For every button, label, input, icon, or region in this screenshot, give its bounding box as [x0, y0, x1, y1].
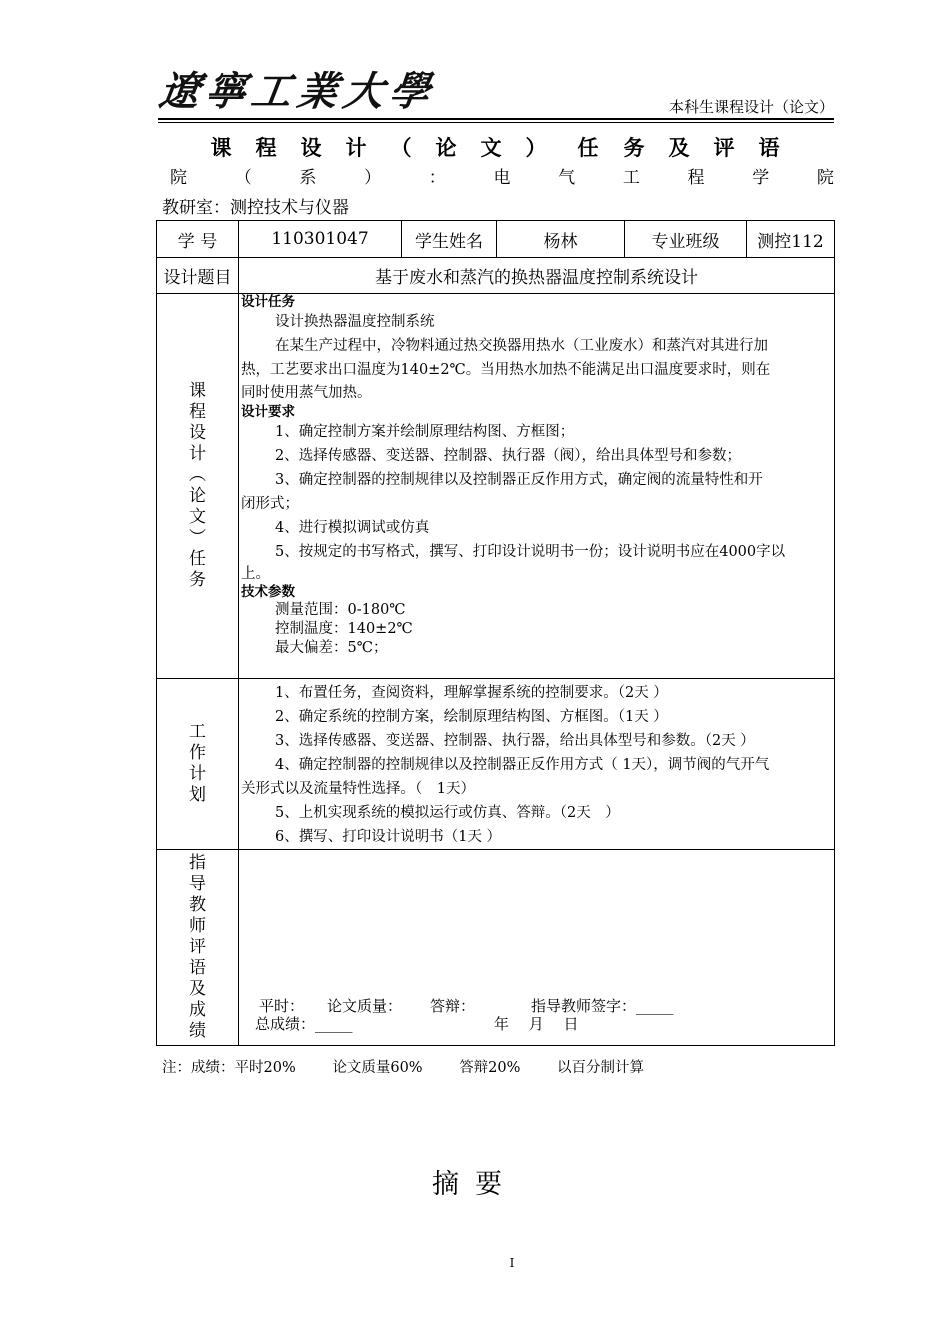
department-char: 电 [493, 168, 511, 188]
title-char: 语 [758, 135, 782, 160]
department-line [170, 163, 834, 188]
vertical-label-char: 作 [189, 743, 206, 763]
vertical-label-char: 程 [189, 402, 206, 422]
page-title [158, 132, 834, 162]
vertical-label-char: 教 [189, 895, 206, 915]
header-rule-thin [158, 122, 834, 123]
parameter-item: 最大偏差：5℃； [275, 640, 388, 656]
assignment-table [156, 220, 835, 1046]
comment-content [239, 850, 835, 1046]
class-value: 测控112 [747, 221, 835, 258]
requirement-item: 5、按规定的书写格式，撰写、打印设计说明书一份；设计说明书应在4000字以 [275, 544, 786, 560]
vertical-label-char: 论 [189, 486, 206, 506]
task-content [239, 294, 835, 679]
plan-item: 3、选择传感器、变送器、控制器、执行器，给出具体型号和参数。（2天 ） [275, 733, 755, 749]
title-char: 及 [668, 135, 692, 160]
vertical-label-char: 成 [189, 1000, 206, 1020]
plan-item: 6、撰写、打印设计说明书（1天 ） [275, 829, 502, 845]
parameter-item: 控制温度：140±2℃ [275, 621, 413, 637]
title-char: ） [525, 135, 549, 160]
task-line: 热，工艺要求出口温度为140±2℃。当用热水加热不能满足出口温度要求时，则在 [241, 362, 771, 378]
department-char: （ [234, 168, 252, 188]
title-char: 程 [255, 135, 279, 160]
header-rule-thick [158, 118, 834, 120]
parameter-item: 测量范围：0-180℃ [275, 602, 406, 618]
plan-item: 4、确定控制器的控制规律以及控制器正反作用方式（ 1天），调节阀的气开气 [275, 757, 770, 773]
paper-quality-label: 论文质量： [327, 997, 403, 1015]
vertical-label-char: ︵ [189, 465, 206, 485]
plan-item: 1、布置任务，查阅资料，理解掌握系统的控制要求。（2天 ） [275, 685, 668, 701]
date-field: 年 月 日 [494, 1015, 579, 1033]
topic-label: 设计题目 [157, 258, 239, 294]
plan-item: 5、上机实现系统的模拟运行或仿真、答辩。（2天 ） [275, 805, 620, 821]
department-char: 气 [558, 168, 576, 188]
vertical-label-char: 任 [189, 549, 206, 569]
title-char: 课 [210, 135, 234, 160]
note-defense: 答辩20% [459, 1060, 521, 1076]
grading-note [162, 1056, 672, 1077]
title-char: 评 [713, 135, 737, 160]
note-usual: 注：成绩：平时20% [162, 1060, 296, 1076]
vertical-label-char: 师 [189, 916, 206, 936]
requirement-item: 2、选择传感器、变送器、控制器、执行器（阀），给出具体型号和参数； [275, 448, 741, 464]
vertical-label-char: 评 [189, 937, 206, 957]
vertical-label-char: 务 [189, 570, 206, 590]
task-line: 同时使用蒸气加热。 [241, 385, 372, 401]
task-heading: 设计任务 [241, 294, 295, 310]
vertical-label-char: 计 [189, 764, 206, 784]
vertical-label-char: 指 [189, 853, 206, 873]
vertical-label-char: 划 [189, 785, 206, 805]
title-char: 任 [577, 135, 601, 160]
parameters-heading: 技术参数 [241, 584, 295, 600]
student-id-label: 学 号 [157, 221, 239, 258]
vertical-label-char: 及 [189, 979, 206, 999]
requirement-item: 1、确定控制方案并绘制原理结构图、方框图； [275, 424, 575, 440]
title-char: 设 [300, 135, 324, 160]
university-logo: 遼寧工業大學 [156, 68, 439, 115]
title-char: 务 [623, 135, 647, 160]
title-char: （ [390, 135, 414, 160]
student-id-value: 110301047 [239, 221, 402, 258]
title-char: 文 [480, 135, 504, 160]
title-char: 论 [435, 135, 459, 160]
department-char: 院 [170, 168, 187, 188]
topic-value: 基于废水和蒸汽的换热器温度控制系统设计 [239, 258, 835, 294]
note-calc: 以百分制计算 [557, 1060, 645, 1076]
department-char: 系 [299, 168, 317, 188]
abstract-heading: 摘要 [432, 1169, 518, 1200]
plan-label [157, 679, 239, 850]
vertical-label-char: 绩 [189, 1021, 206, 1041]
vertical-label-char: 设 [189, 423, 206, 443]
task-label [157, 294, 239, 679]
total-score: 总成绩：_____ [255, 1015, 353, 1033]
plan-item: 2、确定系统的控制方案，绘制原理结构图、方框图。（1天 ） [275, 709, 668, 725]
requirement-item: 闭形式； [241, 496, 299, 512]
vertical-label-char: 工 [189, 722, 206, 742]
plan-item: 关形式以及流量特性选择。（ 1天） [241, 781, 475, 797]
title-char: 计 [345, 135, 369, 160]
teacher-signature: 指导教师签字：_____ [531, 997, 674, 1015]
vertical-label-char: ︶ [189, 528, 206, 548]
document-type: 本科生课程设计（论文） [668, 98, 834, 116]
requirement-item: 上。 [241, 566, 270, 582]
requirement-item: 3、确定控制器的控制规律以及控制器正反作用方式，确定阀的流量特性和开 [275, 472, 763, 488]
department-char: 程 [687, 168, 705, 188]
task-line: 在某生产过程中，冷物料通过热交换器用热水（工业废水）和蒸汽对其进行加 [275, 338, 768, 354]
requirements-heading: 设计要求 [241, 404, 295, 420]
note-quality: 论文质量60% [332, 1060, 423, 1076]
task-line: 设计换热器温度控制系统 [275, 314, 435, 330]
teaching-office: 教研室：测控技术与仪器 [162, 198, 349, 218]
page-number: I [509, 1256, 515, 1270]
plan-content [239, 679, 835, 850]
student-name-value: 杨林 [497, 221, 625, 258]
vertical-label-char: 文 [189, 507, 206, 527]
student-name-label: 学生姓名 [402, 221, 497, 258]
department-char: 工 [622, 168, 640, 188]
vertical-label-char: 计 [189, 444, 206, 464]
vertical-label-char: 导 [189, 874, 206, 894]
department-char: 院 [816, 168, 834, 188]
department-char: ： [428, 168, 446, 188]
requirement-item: 4、进行模拟调试或仿真 [275, 520, 430, 536]
vertical-label-char: 语 [189, 958, 206, 978]
defense-label: 答辩： [430, 997, 476, 1015]
department-char: ） [364, 168, 382, 188]
class-label: 专业班级 [625, 221, 747, 258]
comment-label [157, 850, 239, 1046]
department-char: 学 [752, 168, 770, 188]
usual-score-label: 平时： [259, 997, 305, 1015]
vertical-label-char: 课 [189, 381, 206, 401]
